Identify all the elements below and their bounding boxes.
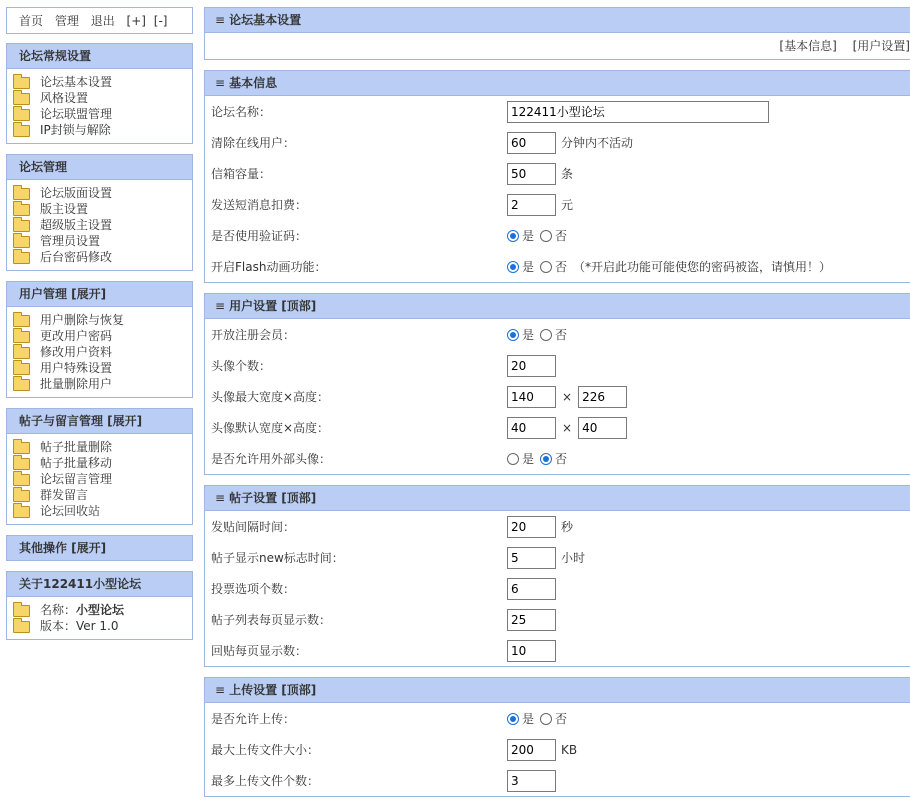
- ext-avatar-no-radio[interactable]: 否: [540, 450, 567, 467]
- menu-item-batch-delete-posts[interactable]: 帖子批量删除: [13, 439, 192, 455]
- menu-item-batch-move-posts[interactable]: 帖子批量移动: [13, 455, 192, 471]
- radio-icon: [540, 713, 552, 725]
- list-per-page-input[interactable]: [507, 609, 556, 631]
- form-row: [205, 220, 910, 251]
- radio-icon: [540, 453, 552, 465]
- nav-logout-link[interactable]: 退出: [90, 14, 115, 28]
- flash-warning-note: （*开启此功能可能使您的密码被盗，请慎用！）: [573, 260, 832, 274]
- about-name: 名称： 小型论坛: [13, 602, 192, 618]
- allow-upload-no-radio[interactable]: 否: [540, 710, 567, 727]
- folder-icon: [13, 458, 30, 470]
- group-title: 关于122411小型论坛: [7, 572, 192, 597]
- field-label: 开启Flash动画功能：: [211, 260, 327, 274]
- menu-lines-icon: ≡: [215, 491, 226, 505]
- radio-icon: [540, 230, 552, 242]
- menu-item-basic-settings[interactable]: 论坛基本设置: [13, 74, 192, 90]
- form-row: [205, 765, 910, 796]
- avatar-max-height-input[interactable]: [578, 386, 627, 408]
- section-upload-settings: [204, 677, 910, 797]
- menu-item-user-special[interactable]: 用户特殊设置: [13, 360, 192, 376]
- form-row: [205, 96, 910, 127]
- ext-avatar-yes-radio[interactable]: 是: [507, 450, 534, 467]
- flash-yes-radio[interactable]: 是: [507, 258, 534, 275]
- field-label: 开放注册会员：: [211, 328, 296, 342]
- captcha-yes-radio[interactable]: 是: [507, 227, 534, 244]
- field-label: 最大上传文件大小：: [211, 743, 320, 757]
- section-header: [205, 294, 910, 319]
- form-row: [205, 319, 910, 350]
- radio-icon: [507, 329, 519, 341]
- form-row: [205, 542, 910, 573]
- folder-icon: [13, 490, 30, 502]
- menu-item-edit-profile[interactable]: 修改用户资料: [13, 344, 192, 360]
- group-title[interactable]: 论坛常规设置: [7, 44, 192, 69]
- radio-icon: [507, 261, 519, 273]
- menu-item-union-manage[interactable]: 论坛联盟管理: [13, 106, 192, 122]
- times-sign: ×: [562, 389, 573, 404]
- avatar-default-height-input[interactable]: [578, 417, 627, 439]
- folder-icon: [13, 315, 30, 327]
- form-row: [205, 604, 910, 635]
- section-header: [205, 678, 910, 703]
- max-upload-files-input[interactable]: [507, 770, 556, 792]
- field-label: 是否使用验证码：: [211, 229, 308, 243]
- section-post-settings: [204, 485, 910, 667]
- group-forum-manage: [6, 154, 193, 271]
- menu-item-change-password[interactable]: 更改用户密码: [13, 328, 192, 344]
- times-sign: ×: [562, 420, 573, 435]
- unit-label: 小时: [561, 551, 586, 565]
- main-content: [204, 7, 910, 807]
- menu-item-moderator-settings[interactable]: 版主设置: [13, 201, 192, 217]
- about-version: 版本： Ver 1.0: [13, 618, 192, 634]
- field-label: 投票选项个数：: [211, 582, 296, 596]
- clear-online-input[interactable]: [507, 132, 556, 154]
- section-header: [205, 8, 910, 33]
- nav-collapse-all-link[interactable]: [-]: [153, 14, 168, 28]
- menu-item-board-settings[interactable]: 论坛版面设置: [13, 185, 192, 201]
- form-row: [205, 703, 910, 734]
- form-row: [205, 635, 910, 666]
- menu-lines-icon: ≡: [215, 13, 226, 27]
- unit-label: 秒: [561, 520, 574, 534]
- radio-icon: [540, 329, 552, 341]
- menu-lines-icon: ≡: [215, 76, 226, 90]
- section-title[interactable]: 用户设置 [顶部]: [229, 299, 317, 313]
- folder-icon: [13, 77, 30, 89]
- open-reg-yes-radio[interactable]: 是: [507, 326, 534, 343]
- field-label: 清除在线用户：: [211, 136, 296, 150]
- menu-item-recycle-bin[interactable]: 论坛回收站: [13, 503, 192, 519]
- section-basic-info: [204, 70, 910, 283]
- field-label: 发送短消息扣费：: [211, 198, 308, 212]
- menu-item-super-moderator[interactable]: 超级版主设置: [13, 217, 192, 233]
- group-title[interactable]: 帖子与留言管理 [展开]: [7, 409, 192, 434]
- form-row: [205, 158, 910, 189]
- folder-icon: [13, 621, 30, 633]
- nav-manage-link[interactable]: 管理: [54, 14, 79, 28]
- form-row: [205, 443, 910, 474]
- field-label: 回贴每页显示数：: [211, 644, 308, 658]
- post-interval-input[interactable]: [507, 516, 556, 538]
- vote-options-input[interactable]: [507, 578, 556, 600]
- section-title[interactable]: 帖子设置 [顶部]: [229, 491, 317, 505]
- form-row: [205, 189, 910, 220]
- group-user-manage: [6, 281, 193, 398]
- folder-icon: [13, 379, 30, 391]
- section-title[interactable]: 上传设置 [顶部]: [229, 683, 317, 697]
- folder-icon: [13, 347, 30, 359]
- folder-icon: [13, 442, 30, 454]
- link-user-settings[interactable]: [用户设置]: [852, 39, 910, 53]
- menu-lines-icon: ≡: [215, 299, 226, 313]
- form-row: [205, 573, 910, 604]
- folder-icon: [13, 204, 30, 216]
- radio-icon: [507, 713, 519, 725]
- unit-label: 分钟内不活动: [561, 136, 634, 150]
- radio-icon: [507, 453, 519, 465]
- folder-icon: [13, 474, 30, 486]
- field-label: 头像默认宽度×高度：: [211, 421, 330, 435]
- field-label: 帖子列表每页显示数：: [211, 613, 332, 627]
- folder-icon: [13, 363, 30, 375]
- folder-icon: [13, 236, 30, 248]
- flash-no-radio[interactable]: 否: [540, 258, 567, 275]
- folder-icon: [13, 93, 30, 105]
- unit-label: 元: [561, 198, 574, 212]
- open-reg-no-radio[interactable]: 否: [540, 326, 567, 343]
- section-header: [205, 71, 910, 96]
- radio-icon: [507, 230, 519, 242]
- field-label: 论坛名称：: [211, 105, 272, 119]
- field-label: 是否允许用外部头像：: [211, 452, 332, 466]
- folder-icon: [13, 109, 30, 121]
- reply-per-page-input[interactable]: [507, 640, 556, 662]
- avatar-default-width-input[interactable]: [507, 417, 556, 439]
- section-forum-basic-settings: [204, 7, 910, 60]
- group-general-settings: [6, 43, 193, 144]
- menu-item-style-settings[interactable]: 风格设置: [13, 90, 192, 106]
- section-user-settings: [204, 293, 910, 475]
- field-label: 头像最大宽度×高度：: [211, 390, 330, 404]
- field-label: 信箱容量：: [211, 167, 272, 181]
- field-label: 是否允许上传：: [211, 712, 296, 726]
- menu-item-admin-settings[interactable]: 管理员设置: [13, 233, 192, 249]
- folder-icon: [13, 331, 30, 343]
- folder-icon: [13, 252, 30, 264]
- section-title: 基本信息: [229, 76, 278, 90]
- group-title[interactable]: 论坛管理: [7, 155, 192, 180]
- radio-icon: [540, 261, 552, 273]
- field-label: 头像个数：: [211, 359, 272, 373]
- sms-fee-input[interactable]: [507, 194, 556, 216]
- captcha-no-radio[interactable]: 否: [540, 227, 567, 244]
- unit-label: KB: [561, 742, 578, 757]
- group-title[interactable]: 用户管理 [展开]: [7, 282, 192, 307]
- form-row: [205, 511, 910, 542]
- menu-item-message-manage[interactable]: 论坛留言管理: [13, 471, 192, 487]
- folder-icon: [13, 125, 30, 137]
- folder-icon: [13, 605, 30, 617]
- form-row: [205, 381, 910, 412]
- nav-expand-all-link[interactable]: [+]: [126, 14, 146, 28]
- menu-item-admin-password[interactable]: 后台密码修改: [13, 249, 192, 265]
- new-flag-time-input[interactable]: [507, 547, 556, 569]
- form-row: [205, 734, 910, 765]
- menu-lines-icon: ≡: [215, 683, 226, 697]
- max-upload-size-input[interactable]: [507, 739, 556, 761]
- menu-item-user-delete-restore[interactable]: 用户删除与恢复: [13, 312, 192, 328]
- avatar-count-input[interactable]: [507, 355, 556, 377]
- group-about: [6, 571, 193, 640]
- field-label: 最多上传文件个数：: [211, 774, 320, 788]
- nav-home-link[interactable]: 首页: [19, 14, 44, 28]
- form-row: [205, 412, 910, 443]
- link-basic-info[interactable]: [基本信息]: [779, 39, 837, 53]
- top-nav: [6, 7, 193, 34]
- form-row: [205, 350, 910, 381]
- unit-label: 条: [561, 167, 574, 181]
- group-other-ops: [6, 535, 193, 561]
- folder-icon: [13, 506, 30, 518]
- section-title: 论坛基本设置: [229, 13, 302, 27]
- forum-name-input[interactable]: [507, 101, 769, 123]
- form-row: [205, 127, 910, 158]
- group-post-manage: [6, 408, 193, 525]
- folder-icon: [13, 188, 30, 200]
- left-sidebar: [6, 7, 193, 650]
- field-label: 发贴间隔时间：: [211, 520, 296, 534]
- menu-item-mass-message[interactable]: 群发留言: [13, 487, 192, 503]
- section-links: [205, 33, 910, 59]
- avatar-max-width-input[interactable]: [507, 386, 556, 408]
- menu-item-batch-delete-users[interactable]: 批量删除用户: [13, 376, 192, 392]
- section-header: [205, 486, 910, 511]
- field-label: 帖子显示new标志时间：: [211, 551, 344, 565]
- form-row: [205, 251, 910, 282]
- folder-icon: [13, 220, 30, 232]
- mailbox-capacity-input[interactable]: [507, 163, 556, 185]
- allow-upload-yes-radio[interactable]: 是: [507, 710, 534, 727]
- menu-item-ip-block[interactable]: IP封锁与解除: [13, 122, 192, 138]
- group-title[interactable]: 其他操作 [展开]: [7, 536, 192, 560]
